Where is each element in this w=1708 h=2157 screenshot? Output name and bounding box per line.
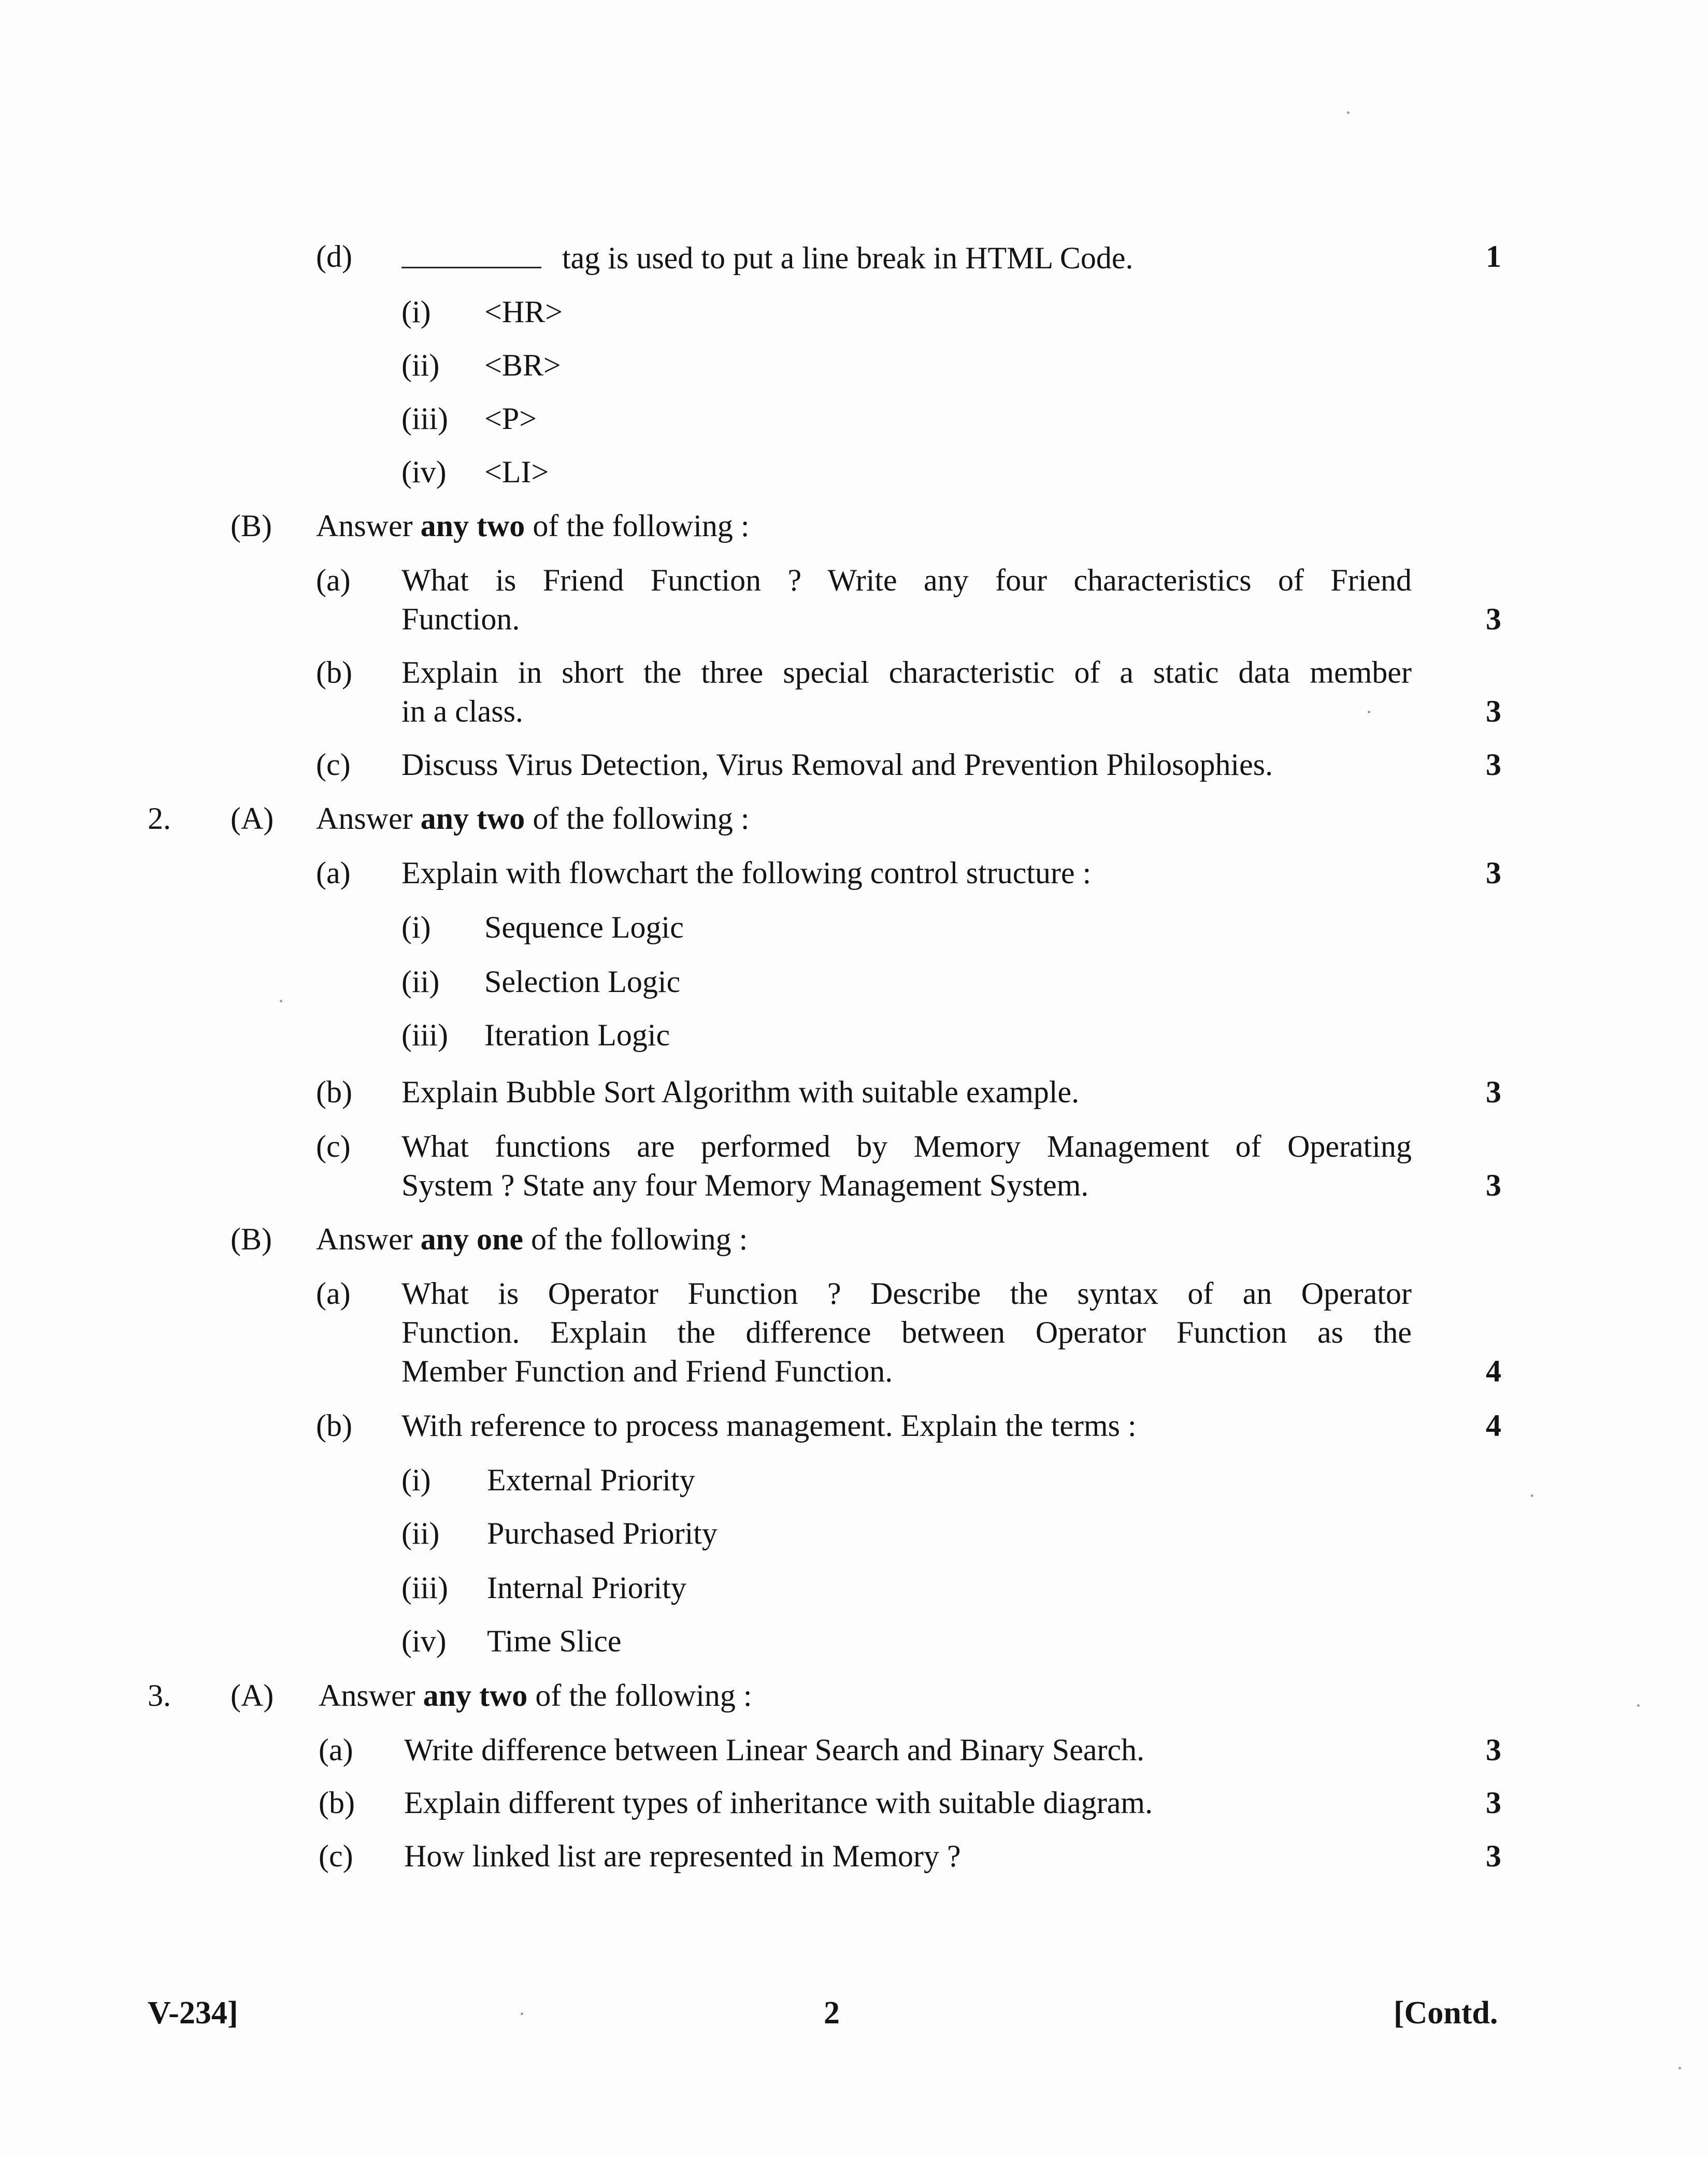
q2Aa-label: (a) bbox=[316, 856, 351, 890]
q1d-text: tag is used to put a line break in HTML Code. bbox=[562, 241, 1133, 275]
q3Ab-text: Explain different types of inheritance with suitable diagram. bbox=[404, 1786, 1153, 1820]
footer-code: V-234] bbox=[148, 1995, 238, 2031]
q2Aa-marks: 3 bbox=[1486, 856, 1501, 890]
q1d-opt2-label: (ii) bbox=[401, 348, 440, 382]
q2Aa-sub3-label: (iii) bbox=[401, 1018, 448, 1052]
q1Ba-line2: Function. bbox=[401, 602, 520, 636]
q2B-instruction: Answer any one of the following : bbox=[316, 1222, 748, 1256]
q2Ba-line2: Function. Explain the difference between Operator Function as the bbox=[401, 1315, 1412, 1349]
q1Bb-line1: Explain in short the three special characteristic of a static data member bbox=[401, 655, 1412, 689]
q2Bb-sub2-text: Purchased Priority bbox=[487, 1516, 717, 1550]
q1Ba-line1: What is Friend Function ? Write any four characteristics of Friend bbox=[401, 563, 1412, 597]
q1d-marks: 1 bbox=[1486, 239, 1501, 274]
q1Bb-marks: 3 bbox=[1486, 694, 1501, 728]
q1Bb-line2: in a class. bbox=[401, 694, 523, 728]
q1d-opt4-label: (iv) bbox=[401, 455, 447, 489]
q2Bb-text: With reference to process management. Explain the terms : bbox=[401, 1408, 1137, 1443]
q2A-instruction: Answer any two of the following : bbox=[316, 801, 750, 836]
q1Ba-label: (a) bbox=[316, 563, 351, 597]
q2Ac-line1: What functions are performed by Memory Management of Operating bbox=[401, 1129, 1412, 1163]
q1Ba-marks: 3 bbox=[1486, 602, 1501, 636]
q1Bc-marks: 3 bbox=[1486, 747, 1501, 782]
scan-speck bbox=[1347, 111, 1350, 114]
q1Bb-label: (b) bbox=[316, 655, 352, 689]
q2Aa-sub2-text: Selection Logic bbox=[484, 965, 681, 999]
footer-page-number: 2 bbox=[824, 1995, 840, 2031]
q2Aa-sub3-text: Iteration Logic bbox=[484, 1018, 670, 1052]
q2Aa-sub1-text: Sequence Logic bbox=[484, 910, 684, 944]
q3Aa-label: (a) bbox=[319, 1733, 353, 1767]
q2Aa-text: Explain with flowchart the following control structure : bbox=[401, 856, 1092, 890]
scan-speck bbox=[1678, 2067, 1681, 2069]
q3A-instruction: Answer any two of the following : bbox=[319, 1678, 752, 1713]
q2Bb-sub4-label: (iv) bbox=[401, 1624, 447, 1658]
q2Ba-label: (a) bbox=[316, 1276, 351, 1311]
q2Ab-label: (b) bbox=[316, 1075, 352, 1109]
q2Ba-line3: Member Function and Friend Function. bbox=[401, 1354, 893, 1388]
q1d-opt1-label: (i) bbox=[401, 295, 431, 329]
q2Ab-text: Explain Bubble Sort Algorithm with suitable example. bbox=[401, 1075, 1080, 1109]
q2Bb-sub3-text: Internal Priority bbox=[487, 1571, 686, 1605]
q2Ac-label: (c) bbox=[316, 1129, 351, 1163]
q2B-label: (B) bbox=[231, 1222, 272, 1256]
q1d-label: (d) bbox=[316, 239, 352, 274]
q1d-opt2-text: <BR> bbox=[484, 348, 561, 382]
q2Aa-sub2-label: (ii) bbox=[401, 965, 440, 999]
q1Bc-label: (c) bbox=[316, 747, 351, 782]
q2-number: 2. bbox=[148, 801, 171, 836]
scan-speck bbox=[280, 1000, 282, 1002]
scan-speck bbox=[1531, 1494, 1533, 1497]
q1Bc-text: Discuss Virus Detection, Virus Removal and Prevention Philosophies. bbox=[401, 747, 1273, 782]
q2Ba-marks: 4 bbox=[1486, 1354, 1501, 1388]
q2Aa-sub1-label: (i) bbox=[401, 910, 431, 944]
q3Ac-label: (c) bbox=[319, 1839, 353, 1873]
q2Bb-label: (b) bbox=[316, 1408, 352, 1443]
q2Ac-marks: 3 bbox=[1486, 1168, 1501, 1202]
q3Ac-marks: 3 bbox=[1486, 1839, 1501, 1873]
q1d-opt3-label: (iii) bbox=[401, 401, 448, 436]
q2Ac-line2: System ? State any four Memory Management System. bbox=[401, 1168, 1089, 1202]
q3Aa-text: Write difference between Linear Search and Binary Search. bbox=[404, 1733, 1145, 1767]
q3A-label: (A) bbox=[231, 1678, 274, 1713]
q3Ab-label: (b) bbox=[319, 1786, 355, 1820]
q1d-opt1-text: <HR> bbox=[484, 295, 563, 329]
q2Bb-sub3-label: (iii) bbox=[401, 1571, 448, 1605]
q2Ab-marks: 3 bbox=[1486, 1075, 1501, 1109]
fill-blank bbox=[401, 241, 541, 268]
footer-contd: [Contd. bbox=[1394, 1995, 1498, 2031]
q1d-opt3-text: <P> bbox=[484, 401, 537, 436]
q3Ac-text: How linked list are represented in Memory ? bbox=[404, 1839, 961, 1873]
q1B-label: (B) bbox=[231, 509, 272, 543]
scan-speck bbox=[1368, 711, 1370, 713]
scan-speck bbox=[1637, 1704, 1640, 1707]
q2Ba-line1: What is Operator Function ? Describe the syntax of an Operator bbox=[401, 1276, 1412, 1311]
q2Bb-sub4-text: Time Slice bbox=[487, 1624, 622, 1658]
q2Bb-sub2-label: (ii) bbox=[401, 1516, 440, 1550]
q1d-opt4-text: <LI> bbox=[484, 455, 549, 489]
q1B-instruction: Answer any two of the following : bbox=[316, 509, 750, 543]
q3-number: 3. bbox=[148, 1678, 171, 1713]
q1d-question bbox=[401, 241, 1133, 274]
q2A-label: (A) bbox=[231, 801, 274, 836]
q2Bb-sub1-label: (i) bbox=[401, 1463, 431, 1497]
q3Aa-marks: 3 bbox=[1486, 1733, 1501, 1767]
q3Ab-marks: 3 bbox=[1486, 1786, 1501, 1820]
q2Bb-sub1-text: External Priority bbox=[487, 1463, 695, 1497]
q2Bb-marks: 4 bbox=[1486, 1408, 1501, 1443]
scan-speck bbox=[521, 2012, 523, 2015]
